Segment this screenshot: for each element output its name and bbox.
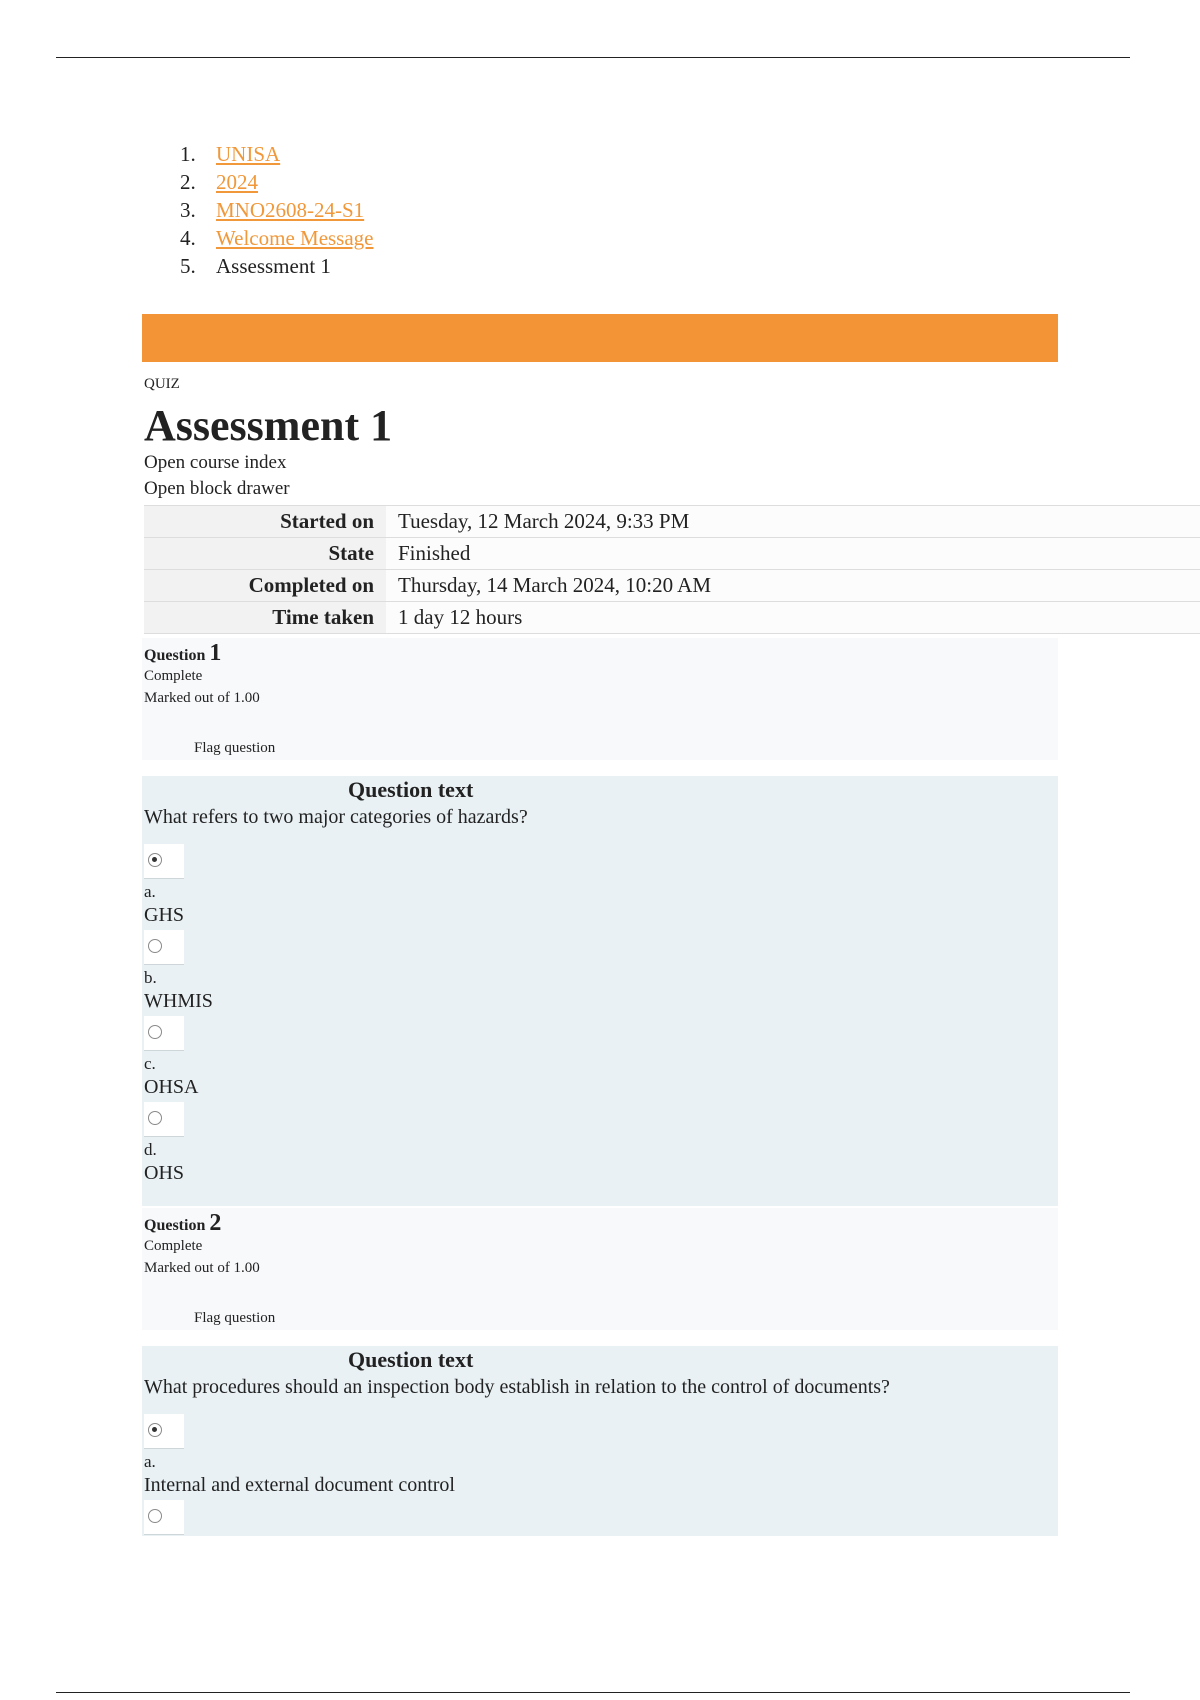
radio-unselected-icon — [148, 1025, 162, 1039]
summary-row-completed — [144, 569, 1200, 601]
page-bottom-rule — [56, 1692, 1130, 1693]
summary-row-started — [144, 505, 1200, 537]
summary-label: Completed on — [144, 570, 386, 601]
breadcrumb-link-course[interactable]: MNO2608-24-S1 — [216, 198, 365, 222]
page-title: Assessment 1 — [144, 401, 393, 450]
flag-question-button[interactable]: Flag question — [194, 740, 276, 756]
answer-option-text[interactable]: Internal and external document control — [144, 1474, 455, 1496]
question-state: Complete — [144, 1238, 203, 1254]
breadcrumb-link-year[interactable]: 2024 — [216, 170, 258, 194]
answer-option-b-radio[interactable] — [144, 1500, 184, 1535]
breadcrumb-link-unisa[interactable]: UNISA — [216, 142, 281, 166]
attempt-summary-table — [144, 505, 1200, 634]
answer-option-text[interactable]: OHSA — [144, 1076, 199, 1098]
answer-option-text[interactable]: WHMIS — [144, 990, 213, 1012]
summary-row-state — [144, 537, 1200, 569]
breadcrumb-current: Assessment 1 — [216, 254, 331, 278]
breadcrumb-item-current — [180, 252, 374, 280]
summary-label: Time taken — [144, 602, 386, 633]
radio-selected-icon — [148, 1423, 162, 1437]
question-2-info — [142, 1208, 1058, 1330]
breadcrumb-number: 1. — [180, 142, 196, 166]
breadcrumb-number: 4. — [180, 226, 196, 250]
radio-unselected-icon — [148, 1111, 162, 1125]
answer-option-a-radio[interactable] — [144, 1414, 184, 1449]
answer-option-d-radio[interactable] — [144, 1102, 184, 1137]
answer-option-a-radio[interactable] — [144, 844, 184, 879]
answer-option-c-radio[interactable] — [144, 1016, 184, 1051]
summary-value: Tuesday, 12 March 2024, 9:33 PM — [386, 506, 1200, 537]
question-number — [144, 640, 221, 667]
question-text-heading: Question text — [348, 1347, 474, 1372]
question-2-content — [142, 1346, 1058, 1536]
radio-unselected-icon — [148, 1509, 162, 1523]
summary-label: Started on — [144, 506, 386, 537]
page-top-rule — [56, 57, 1130, 58]
open-course-index-button[interactable]: Open course index — [144, 452, 287, 473]
flag-question-button[interactable]: Flag question — [194, 1310, 276, 1326]
answer-option-b-radio[interactable] — [144, 930, 184, 965]
open-block-drawer-button[interactable]: Open block drawer — [144, 478, 290, 499]
breadcrumb-item-section — [180, 224, 374, 252]
activity-type-label: QUIZ — [144, 376, 180, 392]
breadcrumb-item-course — [180, 196, 374, 224]
answer-option-letter: a. — [144, 1452, 156, 1471]
breadcrumb-item-year — [180, 168, 374, 196]
breadcrumb-number: 3. — [180, 198, 196, 222]
radio-unselected-icon — [148, 939, 162, 953]
answer-option-text[interactable]: GHS — [144, 904, 185, 926]
question-1-content — [142, 776, 1058, 1206]
question-prefix: Question — [144, 1217, 206, 1234]
breadcrumb-link-section[interactable]: Welcome Message — [216, 226, 374, 250]
breadcrumb-item-unisa — [180, 140, 374, 168]
summary-row-time-taken — [144, 601, 1200, 634]
summary-value: Finished — [386, 538, 1200, 569]
answer-option-letter: c. — [144, 1054, 156, 1073]
course-banner — [142, 314, 1058, 362]
summary-value: Thursday, 14 March 2024, 10:20 AM — [386, 570, 1200, 601]
question-marks: Marked out of 1.00 — [144, 690, 260, 706]
question-state: Complete — [144, 668, 203, 684]
radio-selected-icon — [148, 853, 162, 867]
question-marks: Marked out of 1.00 — [144, 1260, 260, 1276]
question-prefix: Question — [144, 647, 206, 664]
question-text: What procedures should an inspection body establish in relation to the control of documents? — [144, 1376, 890, 1398]
question-number-value: 1 — [209, 640, 222, 666]
answer-option-text[interactable]: OHS — [144, 1162, 185, 1184]
summary-label: State — [144, 538, 386, 569]
summary-value: 1 day 12 hours — [386, 602, 1200, 633]
question-text-heading: Question text — [348, 777, 474, 802]
question-number-value: 2 — [209, 1210, 222, 1236]
breadcrumb — [180, 140, 374, 280]
answer-option-letter: a. — [144, 882, 156, 901]
breadcrumb-number: 5. — [180, 254, 196, 278]
question-1-info — [142, 638, 1058, 760]
breadcrumb-number: 2. — [180, 170, 196, 194]
question-number — [144, 1210, 221, 1237]
answer-option-letter: d. — [144, 1140, 157, 1159]
question-text: What refers to two major categories of hazards? — [144, 806, 528, 828]
answer-option-letter: b. — [144, 968, 157, 987]
